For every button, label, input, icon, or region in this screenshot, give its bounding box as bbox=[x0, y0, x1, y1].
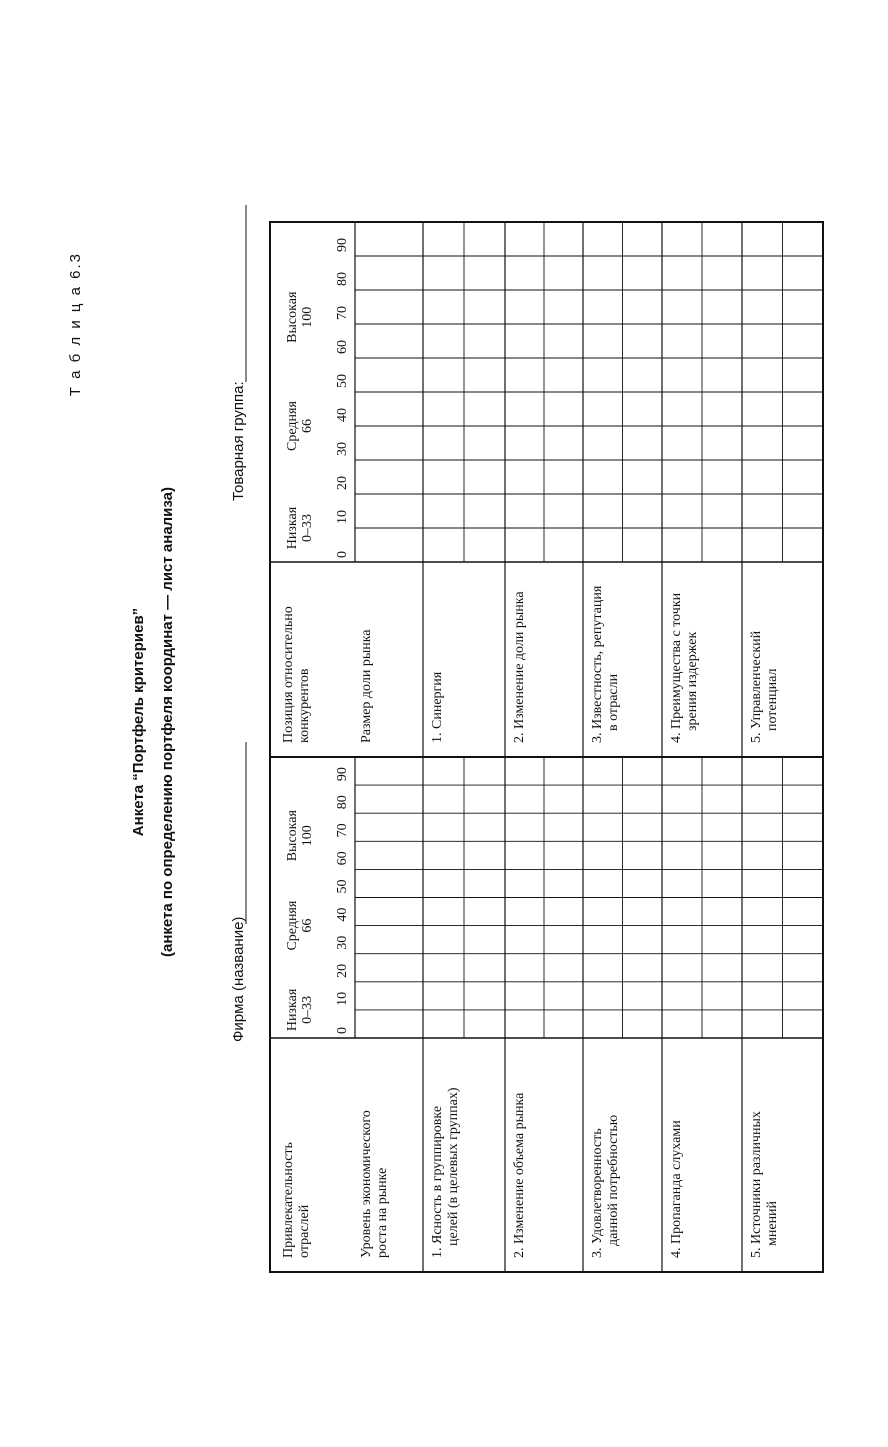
block-heading: отраслей bbox=[297, 1204, 312, 1258]
criterion-label: в отрасли bbox=[606, 673, 621, 731]
criterion-label: 1. Синергия bbox=[430, 671, 445, 743]
criterion-label: 5. Управленческий bbox=[749, 630, 764, 743]
scale-tick-label: 20 bbox=[335, 476, 350, 490]
scale-tick-label: 70 bbox=[335, 306, 350, 320]
criterion-label: потенциал bbox=[765, 668, 780, 731]
scale-level-range: 100 bbox=[300, 825, 315, 847]
criterion-label: целей (в целевых группах) bbox=[446, 1087, 461, 1246]
criterion-label: 3. Удовлетворенность bbox=[590, 1128, 605, 1258]
product-group-label: Товарная группа: bbox=[230, 381, 247, 501]
scale-tick-label: 20 bbox=[335, 963, 350, 978]
block-heading: Привлекательность bbox=[281, 1142, 296, 1258]
block-heading: конкурентов bbox=[297, 668, 312, 743]
table-number: Т а б л и ц а 6.3 bbox=[67, 252, 84, 397]
scale-level-range: 0–33 bbox=[300, 514, 315, 542]
criterion-label: зрения издержек bbox=[685, 631, 700, 731]
scale-tick-label: 80 bbox=[335, 272, 350, 286]
criterion-label: 4. Пропаганда слухами bbox=[669, 1120, 684, 1258]
scale-level-range: 100 bbox=[300, 306, 315, 328]
scale-tick-label: 70 bbox=[335, 823, 350, 838]
block-subheading: роста на рынке bbox=[375, 1167, 390, 1258]
scale-level-name: Высокая bbox=[285, 291, 300, 343]
scale-tick-label: 0 bbox=[335, 1027, 350, 1034]
scale-tick-label: 60 bbox=[335, 340, 350, 354]
scale-level-range: 0–33 bbox=[300, 995, 315, 1024]
firm-label: Фирма (название) bbox=[230, 916, 247, 1042]
criterion-label: 5. Источники различных bbox=[749, 1111, 764, 1258]
scale-level-name: Средняя bbox=[285, 900, 300, 951]
scale-level-name: Высокая bbox=[285, 810, 300, 862]
scale-tick-label: 0 bbox=[335, 551, 350, 558]
form-title: Анкета “Портфель критериев” bbox=[130, 607, 147, 837]
scale-level-name: Средняя bbox=[285, 401, 300, 451]
scale-tick-label: 50 bbox=[335, 374, 350, 388]
block-heading: Позиция относительно bbox=[281, 606, 296, 743]
scale-level-name: Низкая bbox=[285, 506, 300, 550]
criterion-label: 2. Изменение объема рынка bbox=[512, 1092, 527, 1258]
scale-tick-label: 80 bbox=[335, 795, 350, 810]
scale-tick-label: 40 bbox=[335, 408, 350, 422]
scale-tick-label: 30 bbox=[335, 935, 350, 950]
criterion-label: мнений bbox=[765, 1200, 780, 1246]
table-frame bbox=[270, 222, 823, 1272]
scale-tick-label: 30 bbox=[335, 442, 350, 456]
scale-level-range: 66 bbox=[300, 918, 315, 933]
scale-tick-label: 90 bbox=[335, 767, 350, 782]
scale-tick-label: 50 bbox=[335, 879, 350, 894]
form-subtitle: (анкета по определению портфеля координат — лист анализа) bbox=[159, 486, 176, 958]
scale-level-range: 66 bbox=[300, 419, 315, 433]
criterion-label: 2. Изменение доли рынка bbox=[512, 591, 527, 743]
criterion-label: 3. Известность, репутация bbox=[590, 585, 605, 743]
criterion-label: 4. Преимущества с точки bbox=[669, 592, 684, 743]
rotated-content bbox=[67, 205, 823, 1272]
scale-tick-label: 40 bbox=[335, 907, 350, 922]
scale-tick-label: 10 bbox=[335, 991, 350, 1006]
criterion-label: 1. Ясность в группировке bbox=[430, 1105, 445, 1258]
block-subheading: Уровень экономического bbox=[359, 1110, 374, 1258]
scale-tick-label: 10 bbox=[335, 510, 350, 524]
scale-tick-label: 90 bbox=[335, 238, 350, 252]
scale-level-name: Низкая bbox=[285, 988, 300, 1032]
block-subheading: Размер доли рынка bbox=[359, 629, 374, 743]
scale-tick-label: 60 bbox=[335, 851, 350, 866]
criterion-label: данной потребностью bbox=[606, 1114, 621, 1246]
